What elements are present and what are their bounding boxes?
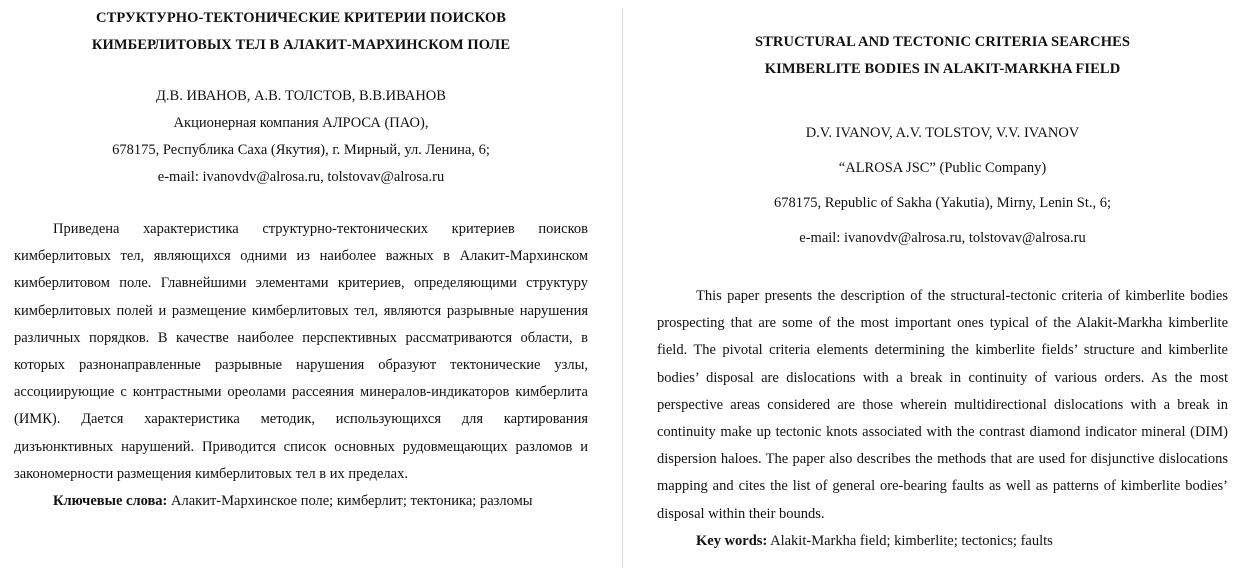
english-authors: D.V. IVANOV, A.V. TOLSTOV, V.V. IVANOV xyxy=(805,125,1080,141)
english-email: e-mail: ivanovdv@alrosa.ru, tolstovav@alrosa.ru xyxy=(799,230,1086,246)
russian-keywords-label: Ключевые слова: xyxy=(53,493,168,510)
russian-column xyxy=(14,0,588,515)
column-divider xyxy=(622,8,623,568)
english-title-line-1: STRUCTURAL AND TECTONIC CRITERIA SEARCHES xyxy=(754,34,1131,50)
english-title-line-2: KIMBERLITE BODIES IN ALAKIT-MARKHA FIELD xyxy=(764,61,1121,77)
english-keywords-label: Key words: xyxy=(696,532,768,549)
english-address: 678175, Republic of Sakha (Yakutia), Mirny, Lenin St., 6; xyxy=(773,195,1112,211)
russian-title-line-2: КИМБЕРЛИТОВЫХ ТЕЛ В АЛАКИТ-МАРХИНСКОМ ПОЛЕ xyxy=(91,37,511,53)
english-organization: “ALROSA JSC” (Public Company) xyxy=(838,160,1047,176)
russian-authors: Д.В. ИВАНОВ, А.В. ТОЛСТОВ, В.В.ИВАНОВ xyxy=(156,88,446,104)
russian-title-line-1: СТРУКТУРНО-ТЕКТОНИЧЕСКИЕ КРИТЕРИИ ПОИСКОВ xyxy=(96,10,506,26)
english-column xyxy=(657,0,1228,555)
russian-keywords xyxy=(14,488,588,515)
english-keywords xyxy=(657,528,1228,555)
english-keywords-text: Alakit-Markha field; kimberlite; tectonics; faults xyxy=(767,532,1053,549)
russian-keywords-text: Алакит-Мархинское поле; кимберлит; тектоника; разломы xyxy=(167,493,533,510)
russian-organization: Акционерная компания АЛРОСА (ПАО), xyxy=(173,115,429,131)
russian-title xyxy=(14,5,588,59)
english-abstract: This paper presents the description of the structural-tectonic criteria of kimberlite bodies prospecting that are some of the most important ones typical of the Alakit-Markha kimberlite field. The pivotal criteria elements determining the kimberlite fields’ structure and kimberlite bodies’ disposal are dislocations with a break in continuity of various orders. As the most perspective areas considered are those wherein multidirectional dislocations with a break in continuity make up tectonic knots associated with the contrast diamond indicator mineral (DIM) dispersion haloes. The paper also describes the methods that are used for disjunctive dislocations mapping and cites the list of general ore-bearing faults as well as patterns of kimberlite bodies’ disposal within their bounds. xyxy=(657,288,1228,522)
russian-address: 678175, Республика Саха (Якутия), г. Мирный, ул. Ленина, 6; xyxy=(112,142,490,158)
russian-abstract: Приведена характеристика структурно-тектонических критериев поисков кимберлитовых тел, являющихся одними из наиболее важных в Алакит-Мархинском кимберлитовом поле. Главнейшими элементами критериев, определяющими структуру кимберлитовых полей и размещение кимберлитовых тел, являются разрывные нарушения различных порядков. В качестве наиболее перспективных рассматриваются области, в которых разнонаправленные разрывные нарушения образуют тектонические узлы, ассоциирующие с контрастными ореолами рассеяния минералов-индикаторов кимберлита (ИМК). Дается характеристика методик, использующихся для картирования дизъюнктивных нарушений. Приводится список основных рудовмещающих разломов и закономерности размещения кимберлитовых тел в их пределах. xyxy=(14,221,588,482)
english-title xyxy=(657,29,1228,83)
russian-email: e-mail: ivanovdv@alrosa.ru, tolstovav@alrosa.ru xyxy=(157,169,445,185)
